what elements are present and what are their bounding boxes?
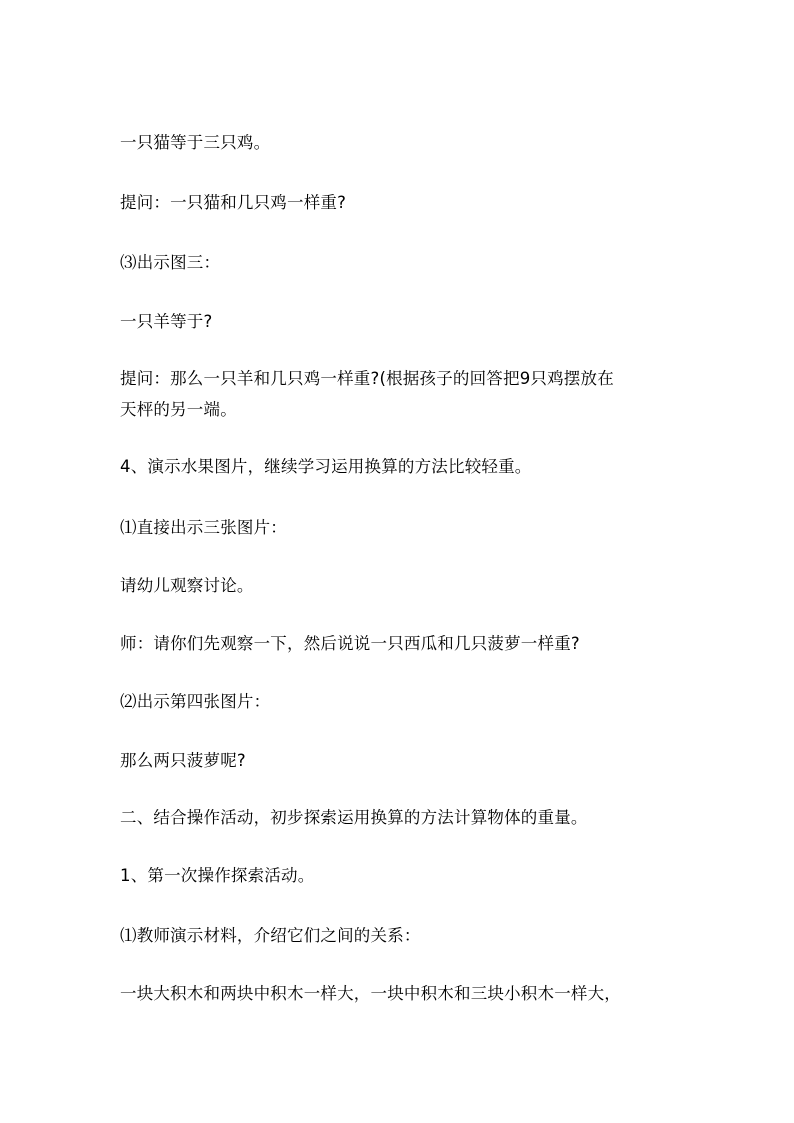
- text-line: ⑶出示图三：: [120, 253, 221, 272]
- text-line: 提问：一只猫和几只鸡一样重?: [120, 193, 347, 212]
- text-line: ⑴直接出示三张图片：: [120, 518, 287, 537]
- text-line: 师：请你们先观察一下，然后说说一只西瓜和几只菠萝一样重?: [120, 634, 580, 653]
- text-line: 一块大积木和两块中积木一样大，一块中积木和三块小积木一样大，: [120, 984, 621, 1003]
- text-line: 提问：那么一只羊和几只鸡一样重?(根据孩子的回答把9只鸡摆放在: [120, 369, 614, 388]
- text-line: ⑵出示第四张图片：: [120, 692, 271, 711]
- text-line: 4、演示水果图片，继续学习运用换算的方法比较轻重。: [120, 457, 532, 476]
- text-line: 一只羊等于?: [120, 312, 213, 331]
- text-line: 那么两只菠萝呢?: [120, 751, 246, 770]
- text-line: 请幼儿观察讨论。: [120, 576, 254, 595]
- text-line: ⑴教师演示材料，介绍它们之间的关系：: [120, 926, 421, 945]
- text-line: 二、结合操作活动，初步探索运用换算的方法计算物体的重量。: [120, 808, 588, 827]
- text-line: 1、第一次操作探索活动。: [120, 866, 315, 885]
- text-line: 天枰的另一端。: [120, 400, 237, 419]
- text-line: 一只猫等于三只鸡。: [120, 133, 271, 152]
